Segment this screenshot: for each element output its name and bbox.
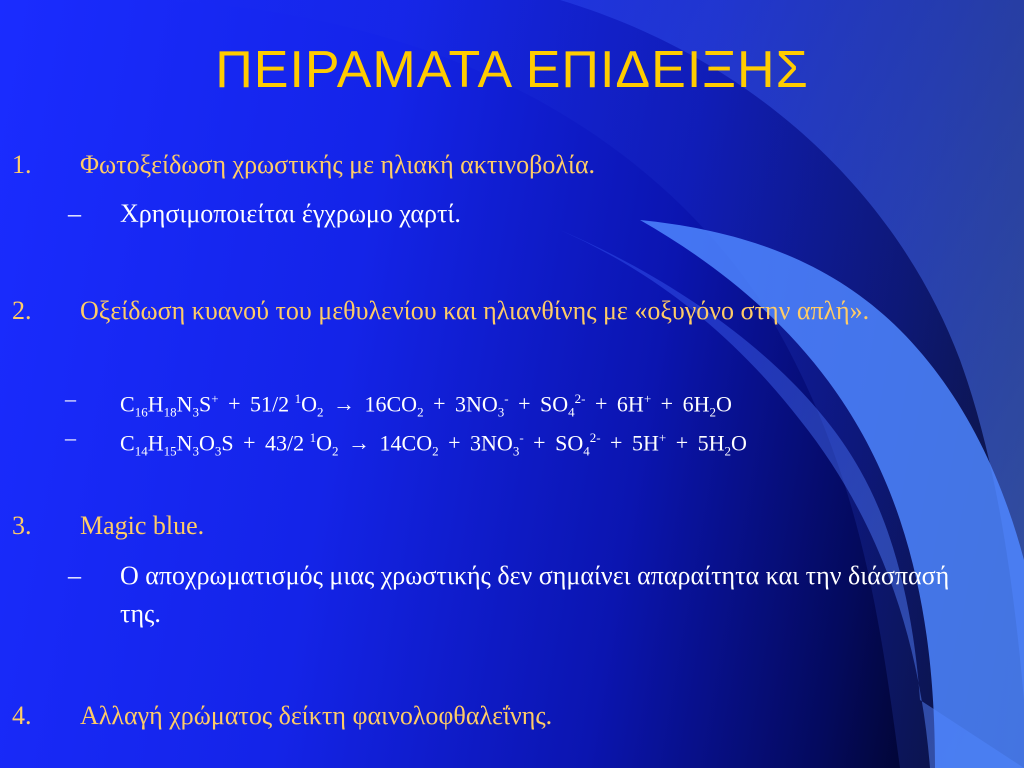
item-text: Οξείδωση κυανού του μεθυλενίου και ηλιανθίνης με «οξυγόνο στην απλή». <box>80 296 870 325</box>
dash-bullet: – <box>68 561 81 590</box>
item-number: 3. <box>12 511 32 540</box>
item-number: 1. <box>12 150 32 179</box>
item-number: 2. <box>12 296 32 325</box>
reaction-arrow: → <box>333 391 355 417</box>
item-text: Magic blue. <box>80 511 205 540</box>
sub-item-3 <box>68 557 990 633</box>
list-item-1 <box>12 146 596 184</box>
slide-title: ΠΕΙΡΑΜΑΤΑ ΕΠΙΔΕΙΞΗΣ <box>215 41 809 99</box>
reaction-arrow: → <box>348 430 371 456</box>
list-item-2 <box>12 292 1020 330</box>
equation-1: – $C_{16}H_{18}N_3S^+ + 51/2$ $^1O_2 \to 16CO_2 + 3NO_3^- + SO_4^{2-} + 6H^+ + 6H_2O$ <box>65 386 732 420</box>
list-item-3 <box>12 507 205 545</box>
sub-item-1 <box>68 195 461 233</box>
sub-item-text: Χρησιμοποιείται έγχρωμο χαρτί. <box>120 199 461 228</box>
dash-bullet: – <box>68 199 81 228</box>
list-item-4 <box>12 697 553 735</box>
item-number: 4. <box>12 701 32 730</box>
equation-2: – $C_{14}H_{15}N_3O_3S + 43/2$ $^1O_2 \to 14CO_2 + 3NO_3^- + SO_4^{2-} + 5H^+ + 5H_2O$ <box>65 425 747 459</box>
dash-bullet: – <box>65 425 76 450</box>
sub-item-text: Ο αποχρωματισμός μιας χρωστικής δεν σημαίνει απαραίτητα και την διάσπασή της. <box>120 561 950 628</box>
item-text: Φωτοξείδωση χρωστικής με ηλιακή ακτινοβολία. <box>80 150 596 179</box>
dash-bullet: – <box>65 386 76 411</box>
item-text: Αλλαγή χρώματος δείκτη φαινολοφθαλεΐνης. <box>80 701 553 730</box>
